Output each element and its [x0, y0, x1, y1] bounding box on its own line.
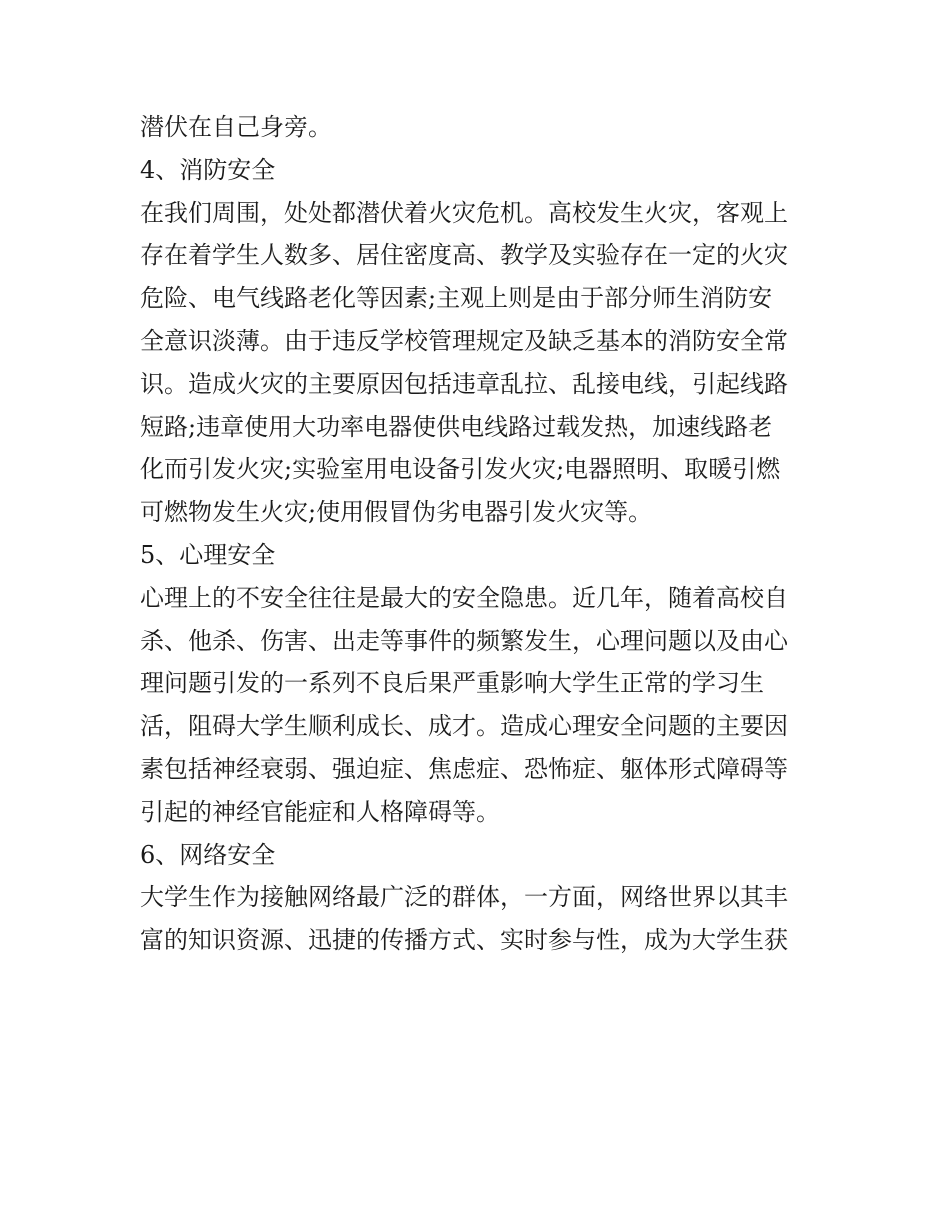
section-heading-fire-safety: 4、消防安全 [140, 155, 276, 184]
text-line: 素包括神经衰弱、强迫症、焦虑症、恐怖症、躯体形式障碍等 [140, 754, 788, 783]
text-line: 识。造成火灾的主要原因包括违章乱拉、乱接电线，引起线路 [140, 369, 788, 398]
text-line: 可燃物发生火灾;使用假冒伪劣电器引发火灾等。 [140, 498, 653, 527]
text-line: 大学生作为接触网络最广泛的群体，一方面，网络世界以其丰 [140, 883, 788, 912]
text-line: 短路;违章使用大功率电器使供电线路过载发热，加速线路老 [140, 412, 773, 441]
text-line: 存在着学生人数多、居住密度高、教学及实验存在一定的火灾 [140, 241, 788, 270]
text-line: 引起的神经官能症和人格障碍等。 [140, 797, 500, 826]
text-line: 危险、电气线路老化等因素;主观上则是由于部分师生消防安 [140, 284, 773, 313]
section-heading-network-safety: 6、网络安全 [140, 840, 276, 869]
text-line: 理问题引发的一系列不良后果严重影响大学生正常的学习生 [140, 669, 764, 698]
text-line: 富的知识资源、迅捷的传播方式、实时参与性，成为大学生获 [140, 926, 788, 955]
text-line: 潜伏在自己身旁。 [140, 113, 332, 141]
section-heading-psychological-safety: 5、心理安全 [140, 540, 276, 569]
text-line: 在我们周围，处处都潜伏着火灾危机。高校发生火灾，客观上 [140, 198, 788, 227]
text-line: 杀、他杀、伤害、出走等事件的频繁发生，心理问题以及由心 [140, 626, 788, 655]
text-line: 化而引发火灾;实验室用电设备引发火灾;电器照明、取暖引燃 [140, 455, 781, 484]
text-line: 全意识淡薄。由于违反学校管理规定及缺乏基本的消防安全常 [140, 326, 788, 355]
document-body [140, 106, 820, 962]
text-line: 心理上的不安全往往是最大的安全隐患。近几年，随着高校自 [140, 583, 788, 612]
text-line: 活，阻碍大学生顺利成长、成才。造成心理安全问题的主要因 [140, 712, 788, 741]
